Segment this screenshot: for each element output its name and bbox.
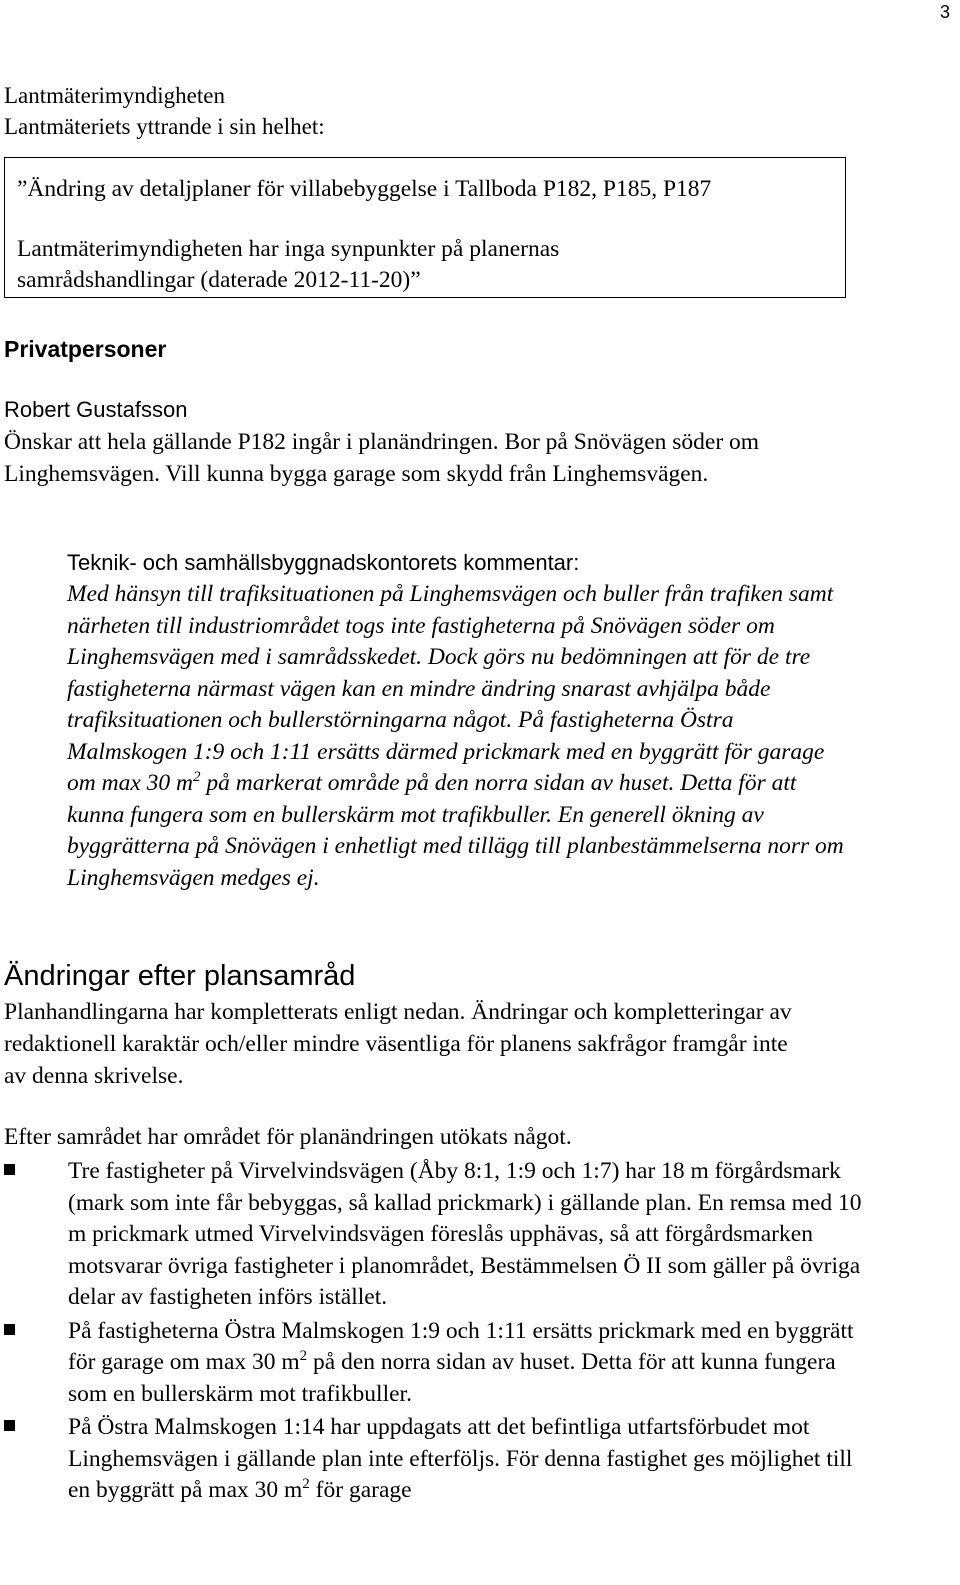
authority-name: Lantmäterimyndigheten [4,83,225,108]
square-bullet-icon [4,1324,15,1335]
square-bullet-icon [4,1164,15,1175]
comment-text-1: Med hänsyn till trafiksituationen på Linghemsvägen och buller från trafiken samt närheten till industriområdet togs inte fastigheterna på Snövägen söder om Linghemsvägen med i samrådsskedet. Dock görs nu bedömningen att för de tre fastigheterna närmast vägen kan en mindre ändring snarast avhjälpa både trafiksituationen och bullerstörningarna något. På fastigheterna Östra Malmskogen 1:9 och 1:11 ersätts därmed prickmark med en byggrätt för garage om max 30 m [67,581,834,796]
quote-line-1: ”Ändring av detaljplaner för villabebyggelse i Tallboda P182, P185, P187 [17,176,712,202]
changes-subheading: Efter samrådet har området för planändringen utökats något. [4,1124,572,1150]
person-name: Robert Gustafsson [4,397,188,422]
list-item-text: Tre fastigheter på Virvelvindsvägen (Åby 8:1, 1:9 och 1:7) har 18 m förgårdsmark (mark som inte får bebyggas, så kallad prickmark) i gällande plan. En remsa med 10 m prickmark utmed Virvelvindsvägen föreslås upphävas, så att förgårdsmarken motsvarar övriga fastigheter i planområdet, Bestämmelsen Ö II som gäller på övriga delar av fastigheten införs istället. [68,1158,862,1310]
list-item [4,1316,864,1411]
list-item [4,1156,864,1314]
comment-body [67,579,857,894]
authority-intro: Lantmäteriets yttrande i sin helhet: [4,114,325,139]
quote-line-2: Lantmäterimyndigheten har inga synpunkter på planernas [17,236,560,262]
section-title-private: Privatpersoner [4,336,167,362]
list-item-text: På Östra Malmskogen 1:14 har uppdagats att det befintliga utfartsförbudet mot Linghemsvägen i gällande plan inte efterföljs. För denna fastighet ges möjlighet till en byggrätt på max 30 m [68,1414,853,1503]
quote-box [4,157,846,298]
list-item-superscript: 2 [299,1348,308,1364]
changes-heading: Ändringar efter plansamråd [4,960,356,992]
square-bullet-icon [4,1420,15,1431]
list-item-text-cont: på den norra sidan av huset. Detta för att kunna fungera som en bullerskärm mot trafikbuller. [68,1349,836,1407]
page-number: 3 [939,2,950,22]
list-item-text-cont: för garage [309,1477,412,1503]
comment-heading: Teknik- och samhällsbyggnadskontorets kommentar: [67,550,580,575]
list-item-text: På fastigheterna Östra Malmskogen 1:9 och 1:11 ersätts prickmark med en byggrätt för garage om max 30 m [68,1317,854,1375]
person-statement: Önskar att hela gällande P182 ingår i planändringen. Bor på Snövägen söder om Linghemsvägen. Vill kunna bygga garage som skydd från Linghemsvägen. [4,429,760,487]
comment-text-2: på markerat område på den norra sidan av huset. Detta för att kunna fungera som en bullerskärm mot trafikbuller. En generell ökning av byggrätterna på Snövägen i enhetligt med tillägg till planbestämmelserna norr om Linghemsvägen medges ej. [67,770,844,891]
quote-line-3: samrådshandlingar (daterade 2012-11-20)” [17,267,421,293]
changes-intro: Planhandlingarna har kompletterats enligt nedan. Ändringar och kompletteringar av redaktionell karaktär och/eller mindre väsentliga för planens sakfrågor framgår inte av denna skrivelse. [4,999,792,1089]
changes-bullet-list [4,1156,864,1509]
comment-superscript: 2 [192,769,201,785]
list-item-superscript: 2 [302,1476,310,1492]
list-item [4,1412,864,1507]
